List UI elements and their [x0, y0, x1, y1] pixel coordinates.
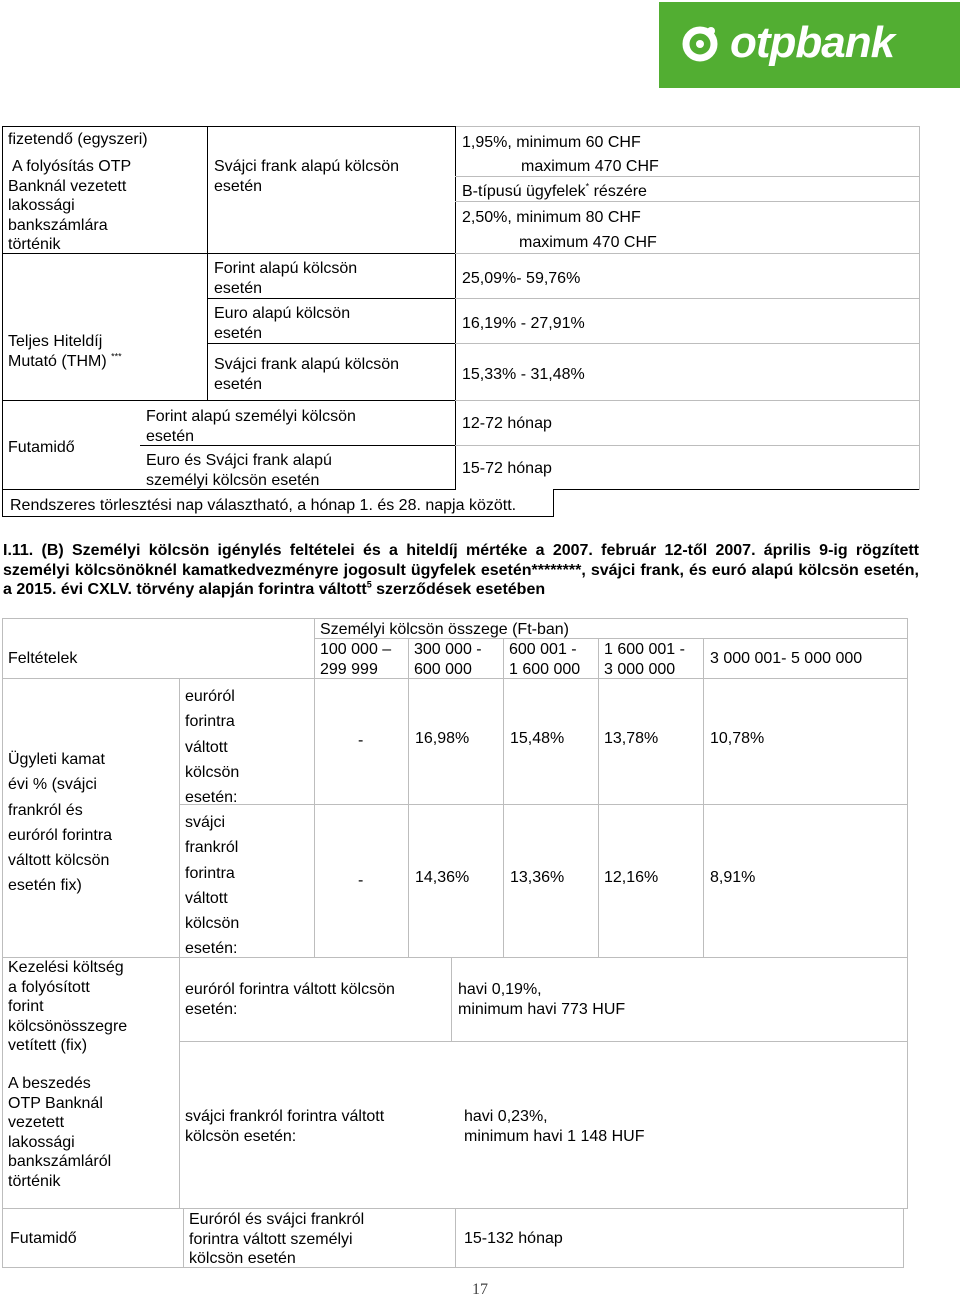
interest-chf-band5: 8,91% [710, 869, 756, 886]
fee-label: fizetendő (egyszeri) [8, 131, 148, 148]
fee-a-line2: maximum 470 CHF [521, 158, 659, 175]
handling-label: Kezelési költség a folyósított forint kölcsönösszegre vetített (fix) [8, 959, 128, 1054]
interest-eur-band1: - [358, 732, 364, 749]
interest-eur-band4: 13,78% [604, 730, 659, 747]
interest-chf-band4: 12,16% [604, 869, 659, 886]
fee-b-customers: B-típusú ügyfelek* részére [462, 181, 647, 200]
fee-label-sub: A folyósítás OTP Banknál vezetett lakossági bankszámlára történik [8, 158, 132, 253]
page-number: 17 [472, 1281, 488, 1298]
thm-row-huf-value: 25,09%- 59,76% [462, 270, 581, 287]
interest-eur-band5: 10,78% [710, 730, 765, 747]
interest-chf-band3: 13,36% [510, 869, 565, 886]
fee-a-line1: 1,95%, minimum 60 CHF [462, 134, 641, 151]
thm-row-eur-label: Euro alapú kölcsön esetén [214, 305, 351, 342]
repayment-note: Rendszeres törlesztési nap választható, a hónap 1. és 28. napja között. [10, 497, 517, 514]
interest-chf-band2: 14,36% [415, 869, 470, 886]
interest-eur-band2: 16,98% [415, 730, 470, 747]
handling-eur-value: havi 0,19%, minimum havi 773 HUF [458, 981, 626, 1018]
term2-value: 15-132 hónap [464, 1230, 563, 1247]
term-row-huf-value: 12-72 hónap [462, 415, 552, 432]
handling-chf-value: havi 0,23%, minimum havi 1 148 HUF [464, 1108, 645, 1145]
interest-label: Ügyleti kamat évi % (svájci frankról és euróról forintra váltott kölcsön esetén fix) [8, 751, 113, 895]
term-row-eur-chf-label: Euro és Svájci frank alapú személyi kölcsön esetén [146, 452, 332, 489]
interest-eur-band3: 15,48% [510, 730, 565, 747]
thm-row-chf-value: 15,33% - 31,48% [462, 366, 585, 383]
amount-header: Személyi kölcsön összege (Ft-ban) [320, 621, 569, 638]
handling-eur-label: euróról forintra váltott kölcsön esetén: [185, 981, 395, 1018]
interest-chf-band1: - [358, 872, 364, 889]
band-4: 1 600 001 - 3 000 000 [604, 641, 685, 678]
thm-row-huf-label: Forint alapú kölcsön esetén [214, 260, 358, 297]
thm-label: Teljes Hiteldíj Mutató (THM) *** [8, 333, 122, 370]
interest-chf-label: svájci frankról forintra váltott kölcsön esetén: [185, 814, 240, 958]
otp-logo-mark-icon [680, 22, 720, 62]
band-3: 600 001 - 1 600 000 [509, 641, 581, 678]
fee-b-line2: maximum 470 CHF [519, 234, 657, 251]
fee-loan-type: Svájci frank alapú kölcsön esetén [214, 158, 399, 195]
term2-loan: Euróról és svájci frankról forintra váltott személyi kölcsön esetén [189, 1211, 365, 1267]
handling-sub: A beszedés OTP Banknál vezetett lakossági bankszámláról történik [8, 1075, 112, 1190]
section-heading: I.11. (B) Személyi kölcsön igénylés feltételei és a hiteldíj mértéke a 2007. február 12-től 2007. április 9-ig rögzített személyi kölcsönöknél kamatkedvezményre jogosult ügyfelek esetén********, svájci frank, és euró alapú kölcsön esetén, a 2015. évi CXLV. törvény alapján forintra váltott$^5$ szerződések esetében [3, 542, 919, 598]
band-1: 100 000 – 299 999 [320, 641, 392, 678]
band-5: 3 000 001- 5 000 000 [710, 650, 863, 667]
fee-b-line1: 2,50%, minimum 80 CHF [462, 209, 641, 226]
thm-row-eur-value: 16,19% - 27,91% [462, 315, 585, 332]
logo-wordmark: otpbank [730, 18, 895, 67]
thm-row-chf-label: Svájci frank alapú kölcsön esetén [214, 356, 399, 393]
band-2: 300 000 - 600 000 [414, 641, 482, 678]
term-row-huf-label: Forint alapú személyi kölcsön esetén [146, 408, 356, 445]
handling-chf-label: svájci frankról forintra váltott kölcsön esetén: [185, 1108, 385, 1145]
interest-eur-label: euróról forintra váltott kölcsön esetén: [185, 688, 240, 807]
term2-label: Futamidő [10, 1230, 77, 1247]
term-label: Futamidő [8, 439, 75, 456]
conditions-label: Feltételek [8, 650, 78, 667]
term-row-eur-chf-value: 15-72 hónap [462, 460, 552, 477]
